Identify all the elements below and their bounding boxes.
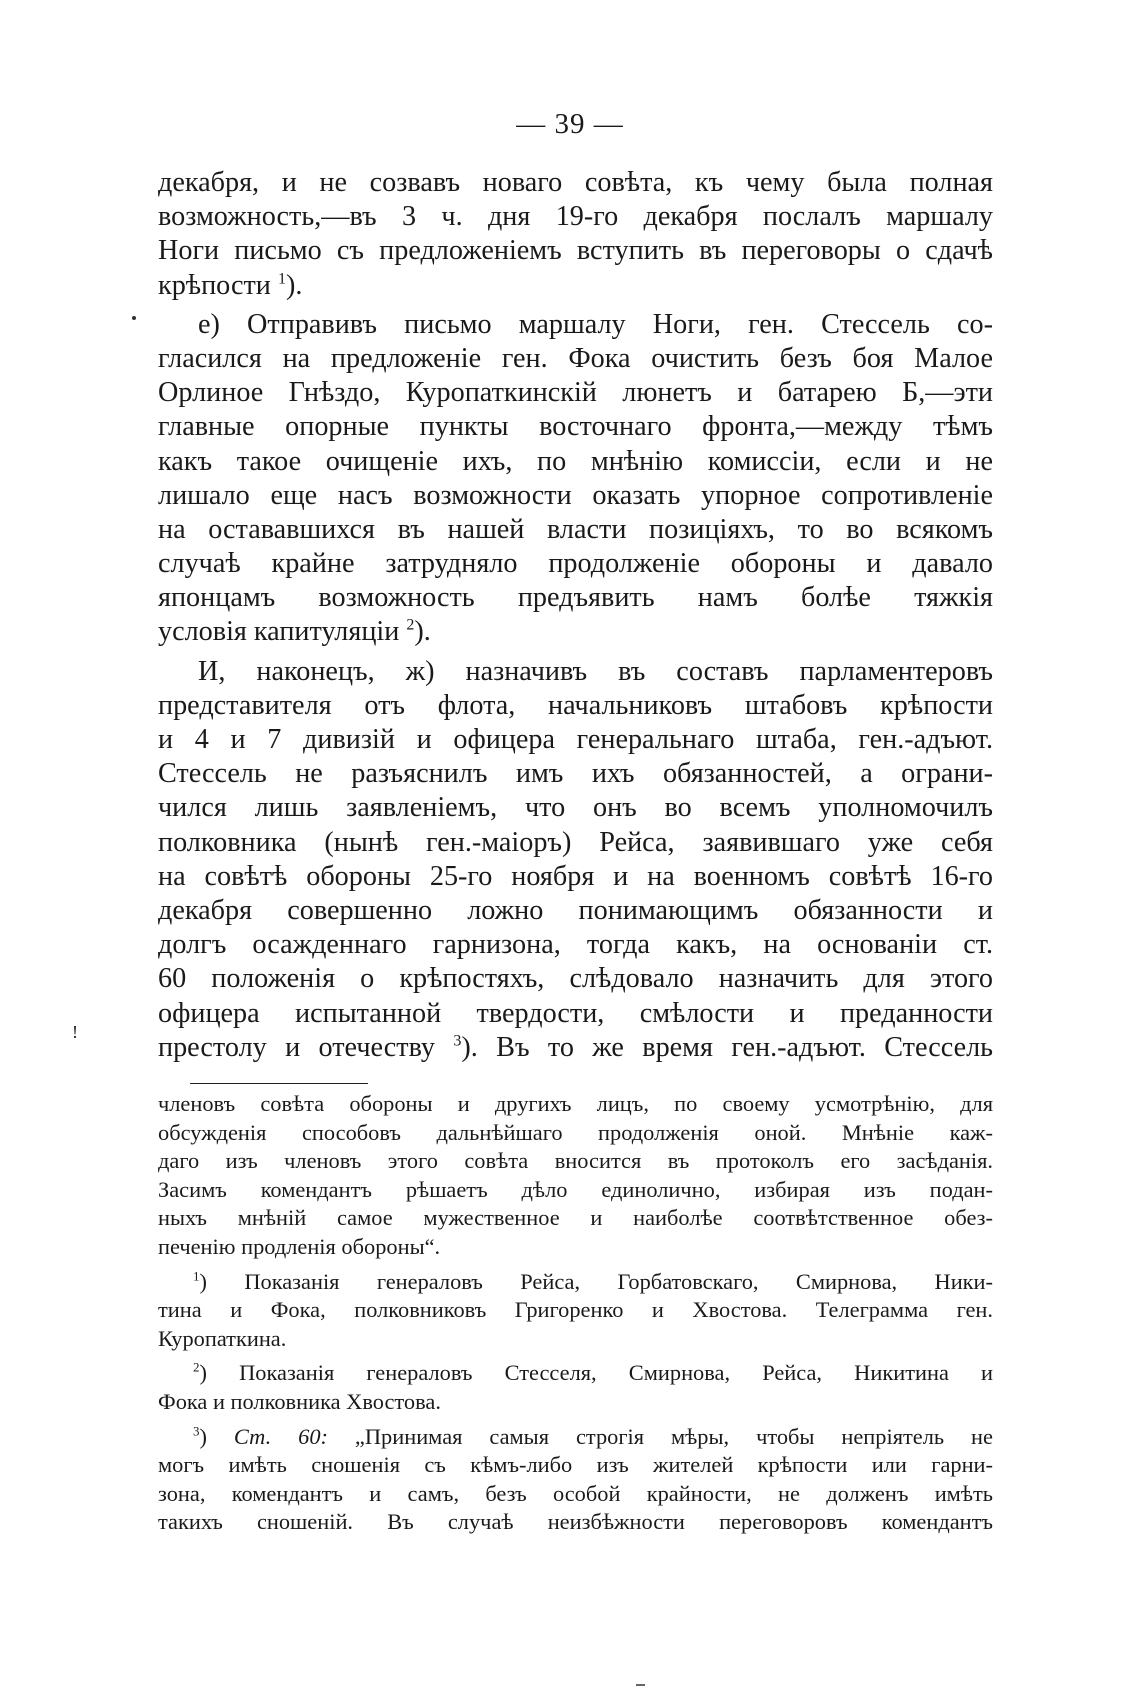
- footnote-number: 3: [193, 1423, 200, 1439]
- footnote-line: ныхъ мнѣній самое мужественное и наиболѣе соотвѣтственное обез-: [158, 1205, 993, 1231]
- footnote-line: Засимъ комендантъ рѣшаетъ дѣло единолично, избирая изъ подан-: [158, 1176, 993, 1202]
- text-line: долгъ осажденнаго гарнизона, тогда какъ, на основаніи ст.: [158, 929, 993, 961]
- text-line: гласился на предложеніе ген. Фока очистить безъ боя Малое: [158, 342, 993, 374]
- footnote-line: такихъ сношеній. Въ случаѣ неизбѣжности переговоровъ комендантъ: [158, 1509, 993, 1535]
- text-line: и 4 и 7 дивизій и офицера генеральнаго штаба, ген.-адъют.: [158, 724, 993, 755]
- footnote-line: тина и Фока, полковниковъ Григоренко и Хвостова. Телеграмма ген.: [158, 1297, 993, 1323]
- footnote-line: $^1$) Показанія генераловъ Рейса, Горбатовскаго, Смирнова, Ники-: [193, 1268, 993, 1294]
- text-line: е) Отправивъ письмо маршалу Ноги, ген. Стессель со-: [198, 308, 993, 340]
- text-line: чился лишь заявленіемъ, что онъ во всемъ уполномочилъ: [158, 792, 993, 824]
- text-line: Ноги письмо съ предложеніемъ вступить въ переговоры о сдачѣ: [158, 235, 993, 267]
- footnote-ref: 3: [453, 1032, 462, 1050]
- footnote-line: Фока и полковника Хвостова.: [158, 1388, 441, 1414]
- article-ref: Ст. 60:: [233, 1423, 328, 1449]
- text-line: на совѣтѣ обороны 25-го ноября и на военномъ совѣтѣ 16-го: [158, 860, 993, 892]
- text-line: главные опорные пункты восточнаго фронта,—между тѣмъ: [158, 411, 993, 443]
- margin-dot: [132, 316, 136, 320]
- footnote-line: $^2$) Показанія генераловъ Стесселя, Смирнова, Рейса, Никитина и: [193, 1359, 993, 1386]
- text-line: представителя отъ флота, начальниковъ штабовъ крѣпости: [158, 689, 993, 721]
- text-line: И, наконецъ, ж) назначивъ въ составъ парламентеровъ: [198, 655, 993, 687]
- footnote-number: 1: [193, 1268, 200, 1284]
- footnote-line: Куропаткина.: [158, 1325, 287, 1351]
- text-line: японцамъ возможность предъявить намъ болѣе тяжкія: [158, 582, 993, 614]
- page-speck: [636, 1684, 645, 1686]
- footnote-separator: [190, 1083, 368, 1084]
- footnote-line: зона, комендантъ и самъ, безъ особой крайности, не долженъ имѣть: [158, 1480, 993, 1506]
- text-line: декабря совершенно ложно понимающимъ обязанности и: [158, 894, 993, 926]
- text-line: офицера испытанной твердости, смѣлости и преданности: [158, 997, 993, 1029]
- footnote-line: печенію продленія обороны“.: [158, 1233, 441, 1259]
- page-number: — 39 —: [516, 108, 624, 140]
- text-line: какъ такое очищеніе ихъ, по мнѣнію комиссіи, если и не: [158, 445, 993, 477]
- footnote-line: членовъ совѣта обороны и другихъ лицъ, по своему усмотрѣнію, для: [158, 1091, 993, 1116]
- footnotes: [158, 1090, 993, 1537]
- text-line: возможность,—въ 3 ч. дня 19-го декабря послалъ маршалу: [158, 201, 993, 233]
- footnote-ref: 2: [406, 617, 415, 635]
- text-line: условія капитуляціи $^2$).: [158, 616, 431, 648]
- footnote-line: могъ имѣть сношенія съ кѣмъ-либо изъ жителей крѣпости или гарни-: [158, 1452, 993, 1478]
- footnote-ref: 1: [277, 270, 286, 288]
- text-line: случаѣ крайне затрудняло продолженіе обороны и давало: [158, 548, 993, 580]
- main-text: [158, 166, 993, 1065]
- text-line: лишало еще насъ возможности оказать упорное сопротивленіе: [158, 479, 993, 511]
- footnote-line: обсужденія способовъ дальнѣйшаго продолженія оной. Мнѣніе каж-: [158, 1119, 993, 1145]
- margin-mark: !: [72, 1022, 78, 1042]
- text-line: престолу и отечеству $^3$). Въ то же время ген.-адъют. Стессель: [158, 1031, 993, 1063]
- footnote-number: 2: [193, 1359, 200, 1375]
- text-line: Орлиное Гнѣздо, Куропаткинскій люнетъ и батарею Б,—эти: [158, 377, 993, 409]
- text-line: крѣпости $^1$).: [158, 269, 303, 301]
- text-line: полковника (нынѣ ген.-маіоръ) Рейса, заявившаго уже себя: [158, 826, 993, 858]
- text-line: декабря, и не созвавъ новаго совѣта, къ чему была полная: [158, 167, 993, 198]
- footnote-line: $^3$) Ст. 60: „Принимая самыя строгія мѣры, чтобы непріятель не: [193, 1423, 993, 1449]
- text-line: Стессель не разъяснилъ имъ ихъ обязанностей, а ограни-: [158, 758, 993, 790]
- text-line: на остававшихся въ нашей власти позиціяхъ, то во всякомъ: [158, 513, 993, 545]
- footnote-line: даго изъ членовъ этого совѣта вносится въ протоколъ его засѣданія.: [158, 1148, 993, 1174]
- text-line: 60 положенія о крѣпостяхъ, слѣдовало назначить для этого: [158, 963, 993, 995]
